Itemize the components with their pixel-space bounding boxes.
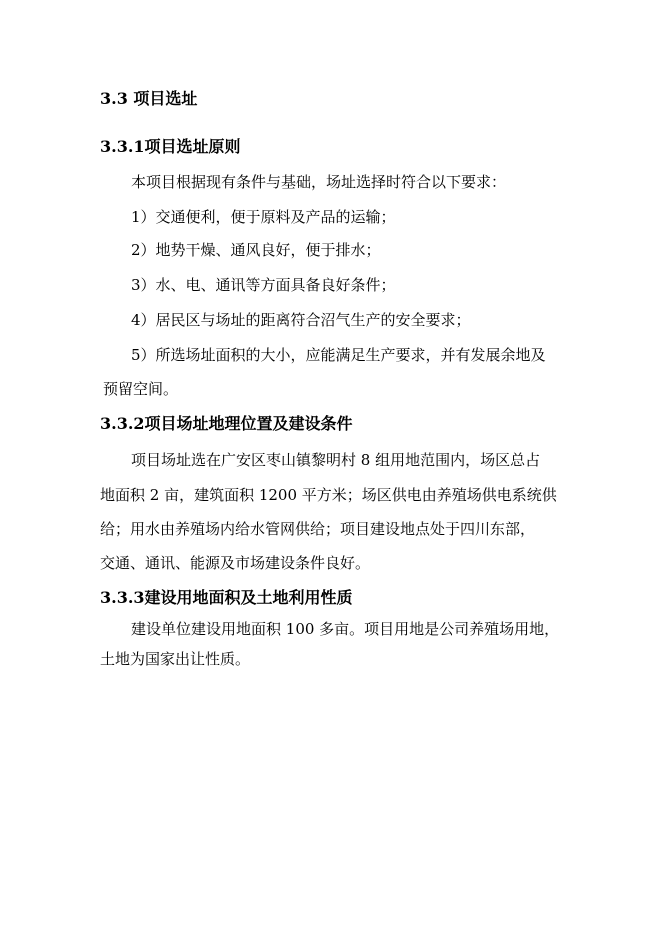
list-item: 4）居民区与场址的距离符合沼气生产的安全要求； [131, 311, 471, 329]
paragraph-line: 土地为国家出让性质。 [100, 650, 251, 668]
subsection-heading-site-principles: 3.3.1项目选址原则 [100, 137, 241, 156]
paragraph-line: 建设单位建设用地面积 100 多亩。项目用地是公司养殖场用地， [131, 620, 560, 638]
list-item: 3）水、电、通讯等方面具备良好条件； [131, 276, 396, 294]
paragraph-line: 项目场址选在广安区枣山镇黎明村 8 组用地范围内，场区总占 [131, 451, 541, 469]
paragraph-line: 交通、通讯、能源及市场建设条件良好。 [100, 554, 371, 572]
list-item: 5）所选场址面积的大小，应能满足生产要求，并有发展余地及 [131, 346, 546, 364]
section-heading: 3.3 项目选址 [100, 89, 198, 108]
paragraph-line: 本项目根据现有条件与基础，场址选择时符合以下要求： [131, 173, 507, 191]
list-item-continuation: 预留空间。 [103, 380, 179, 398]
list-item: 1）交通便利，便于原料及产品的运输； [131, 208, 396, 226]
list-item: 2）地势干燥、通风良好，便于排水； [131, 241, 381, 259]
subsection-heading-location: 3.3.2项目场址地理位置及建设条件 [100, 414, 353, 433]
paragraph-line: 地面积 2 亩，建筑面积 1200 平方米；场区供电由养殖场供电系统供 [100, 486, 557, 504]
subsection-heading-land-use: 3.3.3建设用地面积及土地利用性质 [100, 588, 353, 607]
paragraph-line: 给；用水由养殖场内给水管网供给；项目建设地点处于四川东部， [100, 520, 536, 538]
